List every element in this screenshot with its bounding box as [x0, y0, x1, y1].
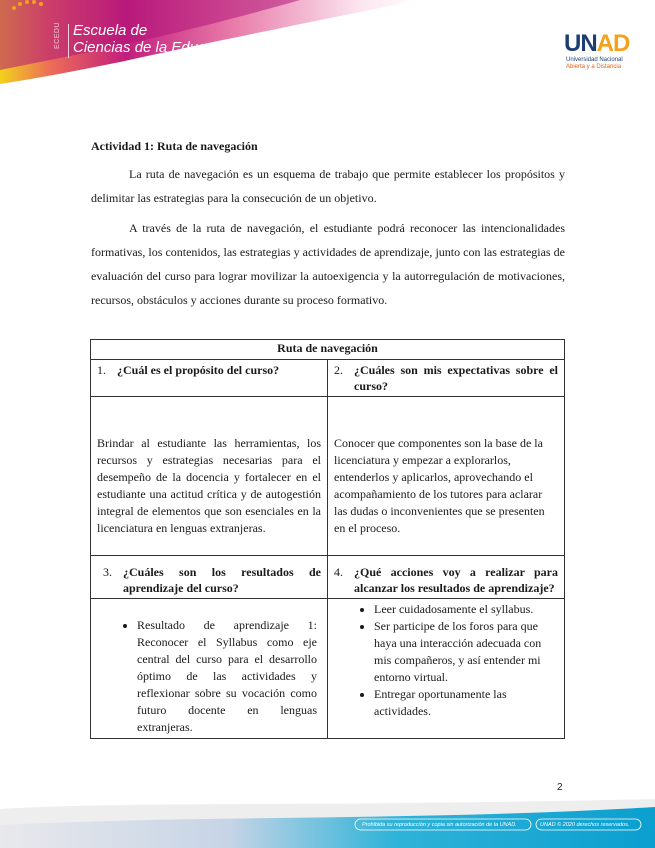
unad-logo-icon: [0, 0, 76, 60]
school-name: [73, 22, 241, 56]
question-4-number: 4.: [334, 565, 343, 579]
table-row: [91, 360, 565, 397]
answer-1-cell: Brindar al estudiante las herramientas, los recursos y estrategias necesarias para el desempeño de la docencia y fortalecer en el estudiante una actitud crítica y de autogestión integral de elementos que son esenciales en la licenciatura en lenguas extranjeras.: [91, 397, 328, 556]
footer-rights: UNAD © 2020 derechos reservados.: [540, 822, 630, 828]
answer-4-cell: [328, 599, 565, 739]
activity-heading: Actividad 1: Ruta de navegación: [91, 139, 258, 153]
question-3-number: 3.: [103, 565, 112, 579]
list-item: • Ser participe de los foros para que haya una interacción adecuada con mis compañeros, y así entender mi entorno virtual.: [374, 618, 558, 686]
question-2-number: 2.: [334, 363, 343, 377]
list-item: • Resultado de aprendizaje 1: Reconocer el Syllabus como eje central del curso para el desarrollo óptimo de las actividades y reflexionar sobre su vocación como futuro docente en lenguas extranjeras.: [137, 617, 317, 736]
logo-main: UN: [564, 30, 597, 57]
logo-subtitle-1: Universidad Nacional: [566, 57, 623, 63]
unad-logo-text: [564, 30, 629, 58]
footer-copyright-notice: Prohibida su reproducción y copia sin autorización de la UNAD.: [362, 822, 517, 828]
table-row: [91, 556, 565, 599]
school-name-line-2: Ciencias de la Educación: [73, 39, 242, 56]
question-1-cell: [91, 360, 328, 397]
header-band: [0, 0, 655, 90]
question-3-text: ¿Cuáles son los resultados de aprendizaje del curso?: [123, 565, 321, 595]
question-1-text: ¿Cuál es el propósito del curso?: [117, 363, 280, 377]
table-title: Ruta de navegación: [91, 340, 565, 360]
logo-accent: AD: [596, 30, 630, 57]
school-name-line-1: Escuela de: [73, 22, 148, 39]
question-1-number: 1.: [97, 363, 106, 377]
answer-2-cell: Conocer que componentes son la base de la licenciatura y empezar a explorarlos, entenderlos y aplicarlos, aprovechando el acompañamiento de los tutores para aclarar las dudas o inconvenientes que se presenten en el proceso.: [328, 397, 565, 556]
table-title-row: [91, 340, 565, 360]
school-abbreviation: ECEDU: [54, 22, 61, 50]
question-3-cell: [91, 556, 328, 599]
table-row: [91, 397, 565, 556]
logo-subtitle-2: Abierta y a Distancia: [566, 64, 622, 70]
navigation-route-table: [90, 339, 565, 739]
answer-3-list: [97, 617, 321, 736]
page-number: 2: [557, 782, 563, 793]
question-2-text: ¿Cuáles son mis expectativas sobre el curso?: [354, 363, 558, 393]
list-item: • Leer cuidadosamente el syllabus.: [374, 601, 558, 618]
list-item: • Entregar oportunamente las actividades.: [374, 686, 558, 720]
question-2-cell: [328, 360, 565, 397]
question-4-text: ¿Qué acciones voy a realizar para alcanzar los resultados de aprendizaje?: [354, 565, 558, 595]
question-4-cell: [328, 556, 565, 599]
paragraph-1: La ruta de navegación es un esquema de trabajo que permite establecer los propósitos y delimitar las estrategias para la consecución de un objetivo.: [91, 167, 565, 205]
table-row: [91, 599, 565, 739]
paragraph-2: A través de la ruta de navegación, el estudiante podrá reconocer las intencionalidades formativas, los contenidos, las estrategias y actividades de aprendizaje, junto con las estrategias de evaluación del curso para lograr movilizar la autoexigencia y la autorregulación de motivaciones, recursos, obstáculos y acciones durante su proceso formativo.: [91, 221, 565, 307]
answer-4-list: [334, 601, 558, 720]
answer-3-cell: [91, 599, 328, 739]
